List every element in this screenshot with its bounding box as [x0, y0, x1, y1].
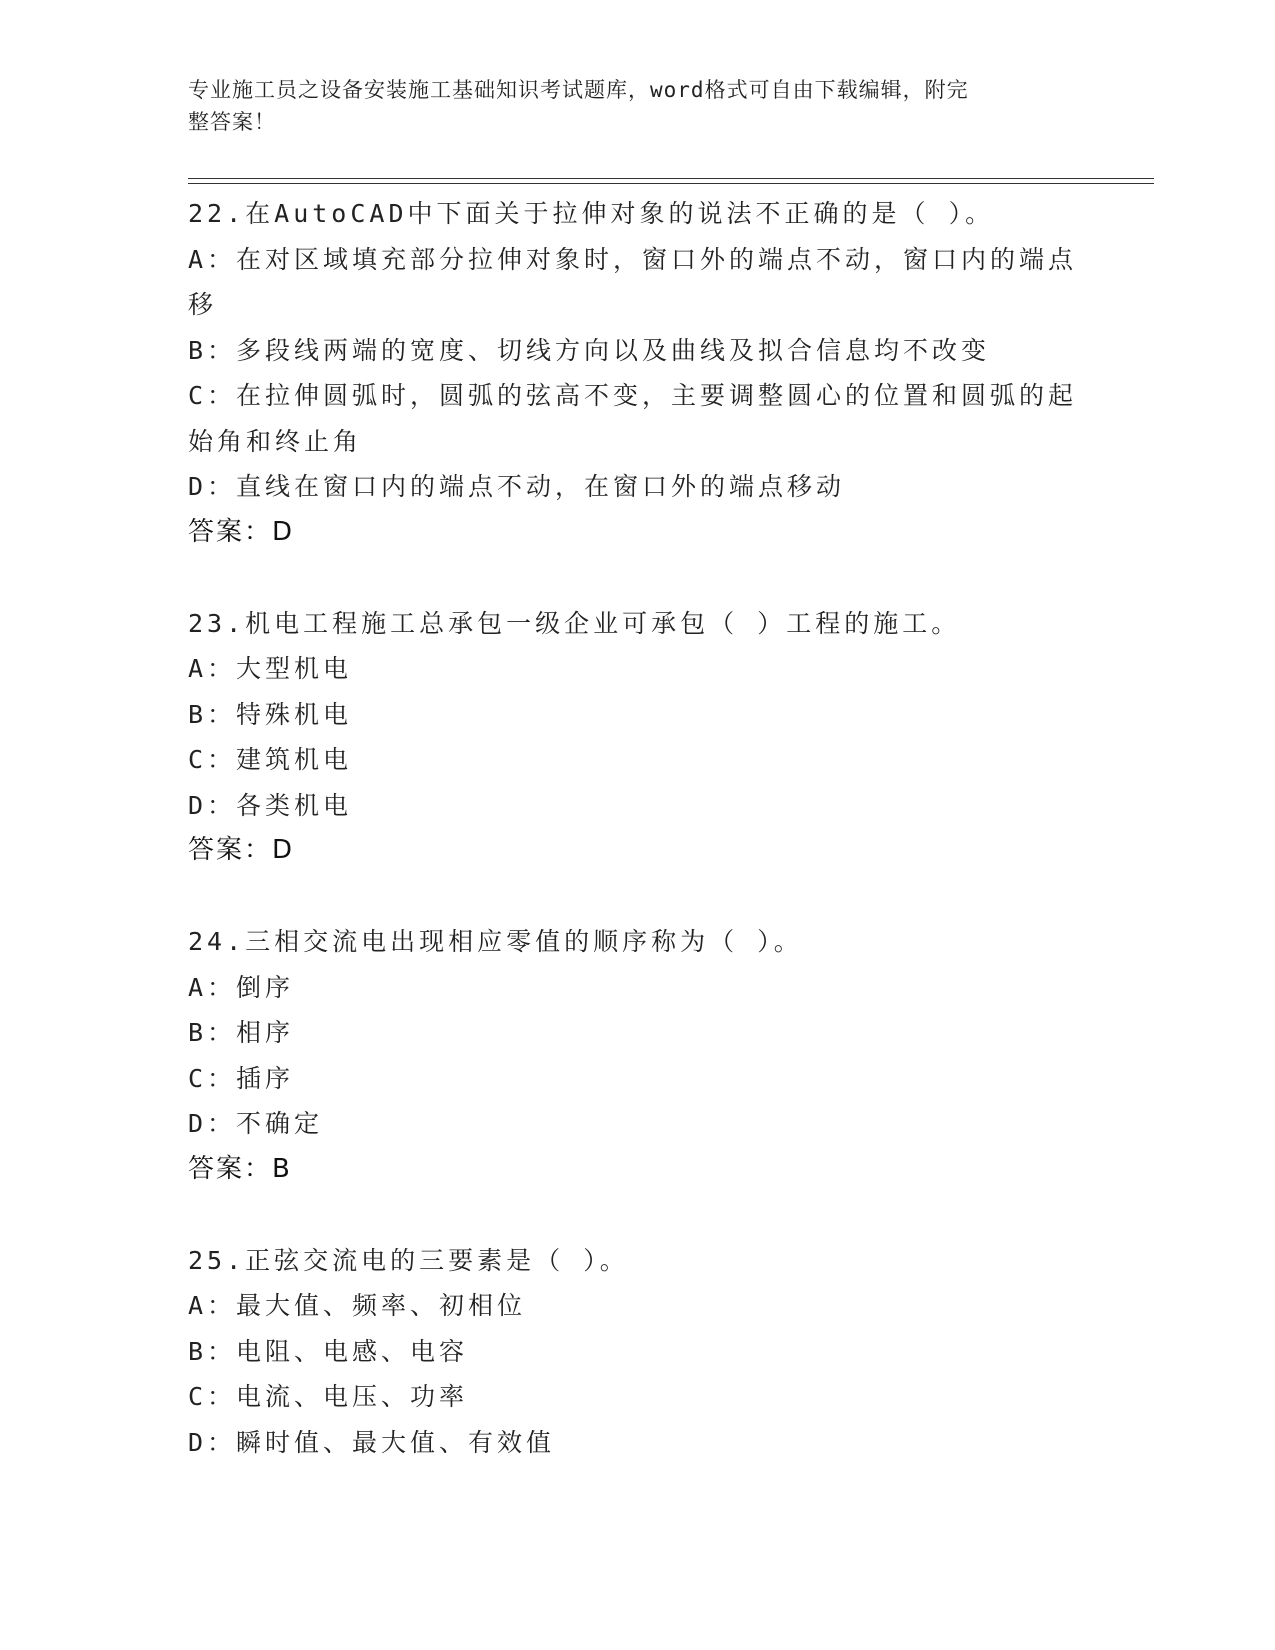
question-stem: 24.三相交流电出现相应零值的顺序称为（ ）。 — [188, 927, 803, 956]
answer-text: 答案：D — [188, 835, 295, 865]
option-d: D：各类机电 — [188, 790, 353, 820]
question-stem: 23.机电工程施工总承包一级企业可承包（ ）工程的施工。 — [188, 608, 961, 638]
answer-text: 答案：B — [188, 1153, 292, 1184]
header-divider-bottom — [188, 183, 1154, 184]
option-b: B：电阻、电感、电容 — [188, 1336, 469, 1366]
question-25 — [188, 1238, 1088, 1466]
document-header — [188, 74, 1088, 138]
option-a: A：最大值、频率、初相位 — [188, 1291, 527, 1320]
header-line-1: 专业施工员之设备安装施工基础知识考试题库，word格式可自由下载编辑，附完 — [188, 78, 969, 102]
option-b: B：特殊机电 — [188, 699, 353, 729]
header-divider-top — [188, 178, 1154, 179]
option-d: D：瞬时值、最大值、有效值 — [188, 1427, 556, 1457]
question-spacer — [188, 874, 1088, 920]
option-c: C：建筑机电 — [188, 745, 353, 774]
option-c: C：在拉伸圆弧时，圆弧的弦高不变，主要调整圆心的位置和圆弧的起 — [188, 381, 1078, 410]
header-line-2: 整答案！ — [188, 110, 276, 134]
option-c: C：电流、电压、功率 — [188, 1382, 469, 1411]
option-a: A：倒序 — [188, 972, 295, 1002]
option-d: D：直线在窗口内的端点不动，在窗口外的端点移动 — [188, 472, 846, 501]
option-a: A：在对区域填充部分拉伸对象时，窗口外的端点不动，窗口内的端点 — [188, 244, 1078, 274]
question-23 — [188, 601, 1088, 874]
option-b: B：多段线两端的宽度、切线方向以及曲线及拟合信息均不改变 — [188, 335, 991, 365]
question-stem: 22.在AutoCAD中下面关于拉伸对象的说法不正确的是（ ）。 — [188, 199, 995, 228]
question-22 — [188, 191, 1088, 555]
question-spacer — [188, 555, 1088, 601]
option-c: C：插序 — [188, 1063, 295, 1093]
question-stem: 25.正弦交流电的三要素是（ ）。 — [188, 1245, 629, 1275]
question-spacer — [188, 1192, 1088, 1238]
question-list — [188, 191, 1088, 1465]
option-b: B：相序 — [188, 1018, 295, 1047]
answer-text: 答案：D — [188, 516, 295, 547]
option-c-continued: 始角和终止角 — [188, 426, 363, 456]
option-d: D：不确定 — [188, 1109, 324, 1138]
question-24 — [188, 919, 1088, 1192]
option-a-continued: 移 — [188, 290, 218, 319]
option-a: A：大型机电 — [188, 654, 353, 683]
